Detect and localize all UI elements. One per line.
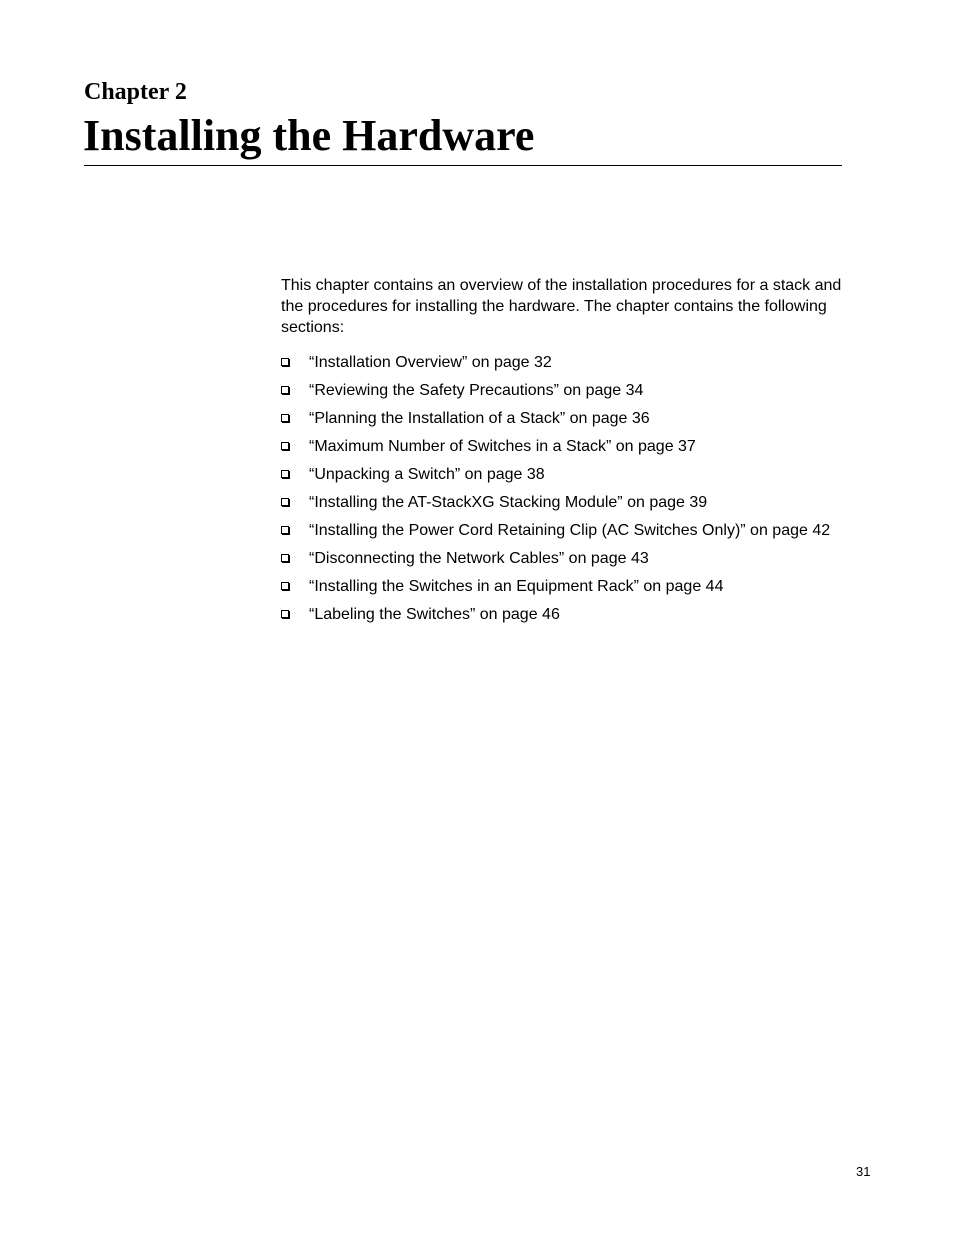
list-item (281, 409, 841, 429)
chapter-title: Installing the Hardware (83, 111, 535, 160)
list-item (281, 353, 841, 373)
section-link[interactable]: “Disconnecting the Network Cables” on page 43 (309, 550, 649, 567)
checkbox-bullet-icon (281, 526, 289, 534)
list-item (281, 521, 841, 541)
list-item (281, 437, 841, 457)
section-link[interactable]: “Planning the Installation of a Stack” on page 36 (309, 410, 650, 427)
checkbox-bullet-icon (281, 414, 289, 422)
list-item (281, 493, 841, 513)
section-list (281, 353, 841, 633)
title-rule (84, 165, 842, 166)
checkbox-bullet-icon (281, 498, 289, 506)
checkbox-bullet-icon (281, 358, 289, 366)
list-item (281, 549, 841, 569)
checkbox-bullet-icon (281, 442, 289, 450)
checkbox-bullet-icon (281, 610, 289, 618)
list-item (281, 381, 841, 401)
section-link[interactable]: “Reviewing the Safety Precautions” on page 34 (309, 382, 644, 399)
list-item (281, 465, 841, 485)
list-item (281, 577, 841, 597)
section-link[interactable]: “Installation Overview” on page 32 (309, 354, 552, 371)
section-link[interactable]: “Installing the Power Cord Retaining Clip (AC Switches Only)” on page 42 (309, 522, 831, 539)
checkbox-bullet-icon (281, 554, 289, 562)
intro-paragraph: This chapter contains an overview of the installation procedures for a stack and the procedures for installing the hardware. The chapter contains the following sections: (281, 277, 842, 336)
section-link[interactable]: “Installing the Switches in an Equipment Rack” on page 44 (309, 578, 724, 595)
chapter-label: Chapter 2 (84, 79, 187, 105)
section-link[interactable]: “Unpacking a Switch” on page 38 (309, 466, 545, 483)
checkbox-bullet-icon (281, 386, 289, 394)
section-link[interactable]: “Installing the AT-StackXG Stacking Module” on page 39 (309, 494, 708, 511)
checkbox-bullet-icon (281, 470, 289, 478)
checkbox-bullet-icon (281, 582, 289, 590)
page-number: 31 (856, 1164, 871, 1179)
section-link[interactable]: “Maximum Number of Switches in a Stack” on page 37 (309, 438, 696, 455)
list-item (281, 605, 841, 625)
section-link[interactable]: “Labeling the Switches” on page 46 (309, 606, 560, 623)
